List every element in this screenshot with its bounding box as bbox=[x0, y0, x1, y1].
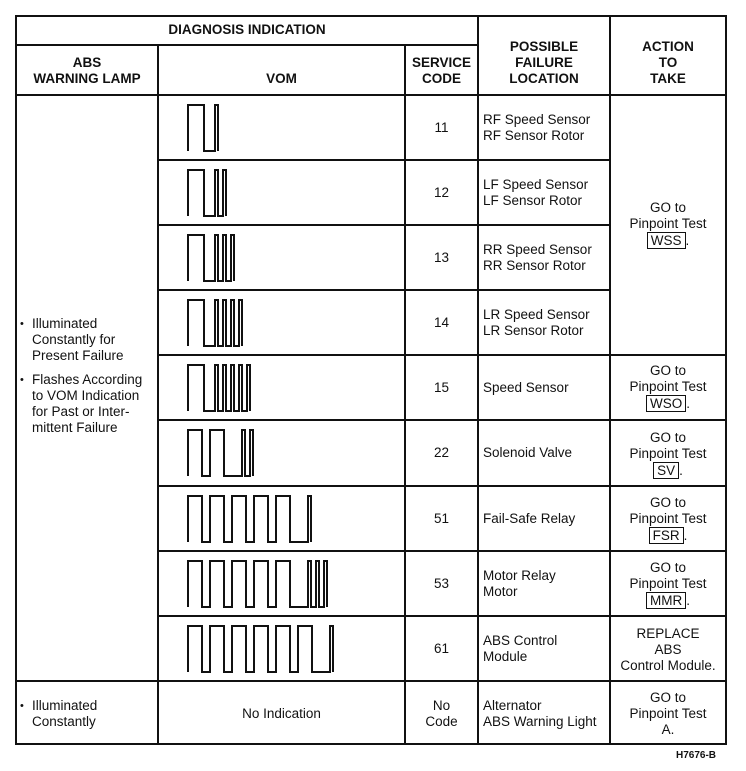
vom-waveform-trace bbox=[188, 105, 218, 151]
service-code-11: 11 bbox=[434, 119, 449, 135]
pinpoint-test-wss-box: WSS bbox=[647, 232, 686, 249]
service-code-61: 61 bbox=[433, 640, 450, 656]
vom-waveform-code-13 bbox=[162, 228, 402, 288]
vom-waveform-trace bbox=[188, 496, 311, 542]
service-code-51: 51 bbox=[433, 510, 450, 526]
action-fsr: GO to Pinpoint Test FSR . bbox=[629, 495, 707, 543]
vom-waveform-trace bbox=[188, 235, 234, 281]
action-replace-module: REPLACE ABS Control Module. bbox=[620, 626, 716, 673]
failure-location-13: RR Speed Sensor RR Sensor Rotor bbox=[483, 241, 592, 273]
vom-waveform-code-15 bbox=[162, 358, 402, 418]
service-code-53: 53 bbox=[433, 575, 450, 591]
pinpoint-test-mmr-box: MMR bbox=[646, 592, 686, 609]
vom-waveform-code-53 bbox=[162, 554, 402, 614]
action-mmr: GO to Pinpoint Test MMR . bbox=[629, 560, 707, 608]
vom-waveform-code-12 bbox=[162, 163, 402, 223]
service-code-13: 13 bbox=[433, 249, 450, 265]
vom-waveform-trace bbox=[188, 626, 333, 672]
lamp-notes bbox=[20, 316, 156, 444]
lamp-note-intermittent-failure: • Flashes According to VOM Indication for Past or Inter- mittent Failure bbox=[20, 372, 156, 436]
possible-failure-location-header: POSSIBLE FAILURE LOCATION bbox=[509, 39, 579, 86]
failure-location-51: Fail-Safe Relay bbox=[483, 510, 576, 526]
vom-waveform-trace bbox=[188, 365, 250, 411]
action-wss: GO to Pinpoint Test WSS . bbox=[629, 200, 707, 248]
lamp-note-present-failure: • Illuminated Constantly for Present Failure bbox=[20, 316, 156, 364]
pinpoint-test-fsr-box: FSR bbox=[649, 527, 684, 544]
service-code-22: 22 bbox=[433, 444, 450, 460]
failure-location-12: LF Speed Sensor LF Sensor Rotor bbox=[483, 176, 589, 208]
vom-waveform-code-61 bbox=[162, 619, 402, 679]
failure-location-14: LR Speed Sensor LR Sensor Rotor bbox=[483, 306, 590, 338]
service-code-header: SERVICE CODE bbox=[411, 55, 472, 86]
pinpoint-test-wso-box: WSO bbox=[646, 395, 686, 412]
action-to-take-header: ACTION TO TAKE bbox=[642, 39, 694, 86]
action-wso: GO to Pinpoint Test WSO . bbox=[629, 363, 707, 411]
abs-warning-lamp-header: ABS WARNING LAMP bbox=[33, 55, 141, 86]
vom-waveform-trace bbox=[188, 561, 327, 607]
failure-location-15: Speed Sensor bbox=[483, 379, 569, 395]
vom-waveform-code-51 bbox=[162, 489, 402, 549]
diagnosis-indication-header: DIAGNOSIS INDICATION bbox=[168, 22, 326, 37]
failure-location-11: RF Speed Sensor RF Sensor Rotor bbox=[483, 111, 591, 143]
vom-waveform-code-22 bbox=[162, 423, 402, 483]
vom-waveform-code-14 bbox=[162, 293, 402, 353]
action-sv: GO to Pinpoint Test SV . bbox=[629, 430, 707, 478]
pinpoint-test-sv-box: SV bbox=[653, 462, 679, 479]
last-row-code: No Code bbox=[425, 698, 458, 729]
vom-waveform-trace bbox=[188, 300, 242, 346]
failure-location-22: Solenoid Valve bbox=[483, 444, 573, 460]
failure-location-61: ABS Control Module bbox=[483, 632, 558, 664]
service-code-12: 12 bbox=[433, 184, 450, 200]
last-row-location: Alternator ABS Warning Light bbox=[483, 698, 597, 729]
service-code-14: 14 bbox=[433, 314, 450, 330]
last-row-lamp: • Illuminated Constantly bbox=[20, 698, 156, 738]
vom-waveform-trace bbox=[188, 170, 226, 216]
failure-location-53: Motor Relay Motor bbox=[483, 567, 556, 599]
last-row-vom: No Indication bbox=[242, 706, 321, 721]
vom-waveform-trace bbox=[188, 430, 253, 476]
vom-header: VOM bbox=[266, 71, 297, 86]
service-code-15: 15 bbox=[433, 379, 450, 395]
figure-id: H7676-B bbox=[676, 750, 717, 761]
vom-waveform-code-11 bbox=[162, 98, 402, 158]
last-row-action: GO to Pinpoint Test A. bbox=[629, 690, 707, 737]
